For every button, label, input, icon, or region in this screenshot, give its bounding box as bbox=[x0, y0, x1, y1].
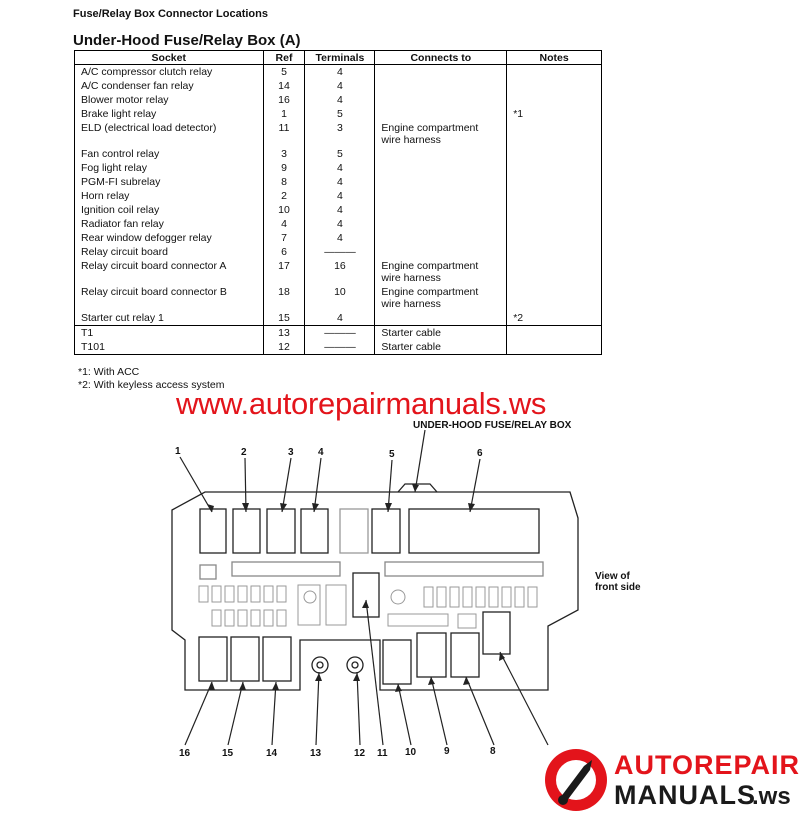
page-title: Fuse/Relay Box Connector Locations bbox=[73, 8, 268, 20]
callout-8: 8 bbox=[490, 746, 496, 757]
terminals-cell: 16 bbox=[305, 259, 375, 285]
relay-14 bbox=[263, 637, 291, 681]
footnote-2: *2: With keyless access system bbox=[78, 379, 225, 391]
socket-cell: A/C condenser fan relay bbox=[75, 79, 264, 93]
column-header: Connects to bbox=[375, 51, 507, 65]
callout-5: 5 bbox=[389, 449, 395, 460]
terminals-cell: 4 bbox=[305, 231, 375, 245]
column-header: Terminals bbox=[305, 51, 375, 65]
socket-cell: Blower motor relay bbox=[75, 93, 264, 107]
footnote-1: *1: With ACC bbox=[78, 366, 140, 378]
terminals-cell: ——— bbox=[305, 340, 375, 355]
socket-cell: Relay circuit board bbox=[75, 245, 264, 259]
ref-cell: 16 bbox=[263, 93, 305, 107]
connects-to-cell: Starter cable bbox=[375, 340, 507, 355]
ref-cell: 11 bbox=[263, 121, 305, 147]
ref-cell: 15 bbox=[263, 311, 305, 326]
ref-cell: 12 bbox=[263, 340, 305, 355]
svg-text:.ws: .ws bbox=[752, 783, 791, 810]
socket-cell: Brake light relay bbox=[75, 107, 264, 121]
terminals-cell: 4 bbox=[305, 217, 375, 231]
relay-2 bbox=[233, 509, 260, 553]
relay-10 bbox=[383, 640, 411, 684]
socket-cell: PGM-FI subrelay bbox=[75, 175, 264, 189]
relay-7 bbox=[483, 612, 510, 654]
socket-cell: T1 bbox=[75, 326, 264, 341]
socket-cell: Radiator fan relay bbox=[75, 217, 264, 231]
relay-5 bbox=[372, 509, 400, 553]
terminal-12 bbox=[347, 657, 363, 673]
relay-9 bbox=[417, 633, 446, 677]
terminals-cell: 4 bbox=[305, 79, 375, 93]
ref-cell: 8 bbox=[263, 175, 305, 189]
ref-cell: 13 bbox=[263, 326, 305, 341]
autorepair-manuals-logo bbox=[540, 740, 800, 815]
connects-to-cell: Engine compartment wire harness bbox=[375, 121, 507, 147]
column-header: Socket bbox=[75, 51, 264, 65]
socket-cell: Relay circuit board connector B bbox=[75, 285, 264, 311]
socket-cell: Fog light relay bbox=[75, 161, 264, 175]
callout-11: 11 bbox=[377, 748, 388, 759]
terminals-cell: 5 bbox=[305, 147, 375, 161]
relay-circuit-board-6 bbox=[409, 509, 539, 553]
callout-4: 4 bbox=[318, 447, 324, 458]
terminals-cell: 3 bbox=[305, 121, 375, 147]
ref-cell: 14 bbox=[263, 79, 305, 93]
callout-10: 10 bbox=[405, 747, 417, 758]
socket-cell: ELD (electrical load detector) bbox=[75, 121, 264, 147]
socket-cell: Fan control relay bbox=[75, 147, 264, 161]
callout-6: 6 bbox=[477, 448, 483, 459]
terminal-13 bbox=[312, 657, 328, 673]
socket-cell: Starter cut relay 1 bbox=[75, 311, 264, 326]
diagram-box-label: UNDER-HOOD FUSE/RELAY BOX bbox=[413, 420, 572, 431]
svg-text:AUTOREPAIR: AUTOREPAIR bbox=[614, 750, 800, 780]
relay-8 bbox=[451, 633, 479, 677]
table-title: Under-Hood Fuse/Relay Box (A) bbox=[73, 32, 301, 49]
relay-4 bbox=[301, 509, 328, 553]
ref-cell: 5 bbox=[263, 65, 305, 80]
relay-16 bbox=[199, 637, 227, 681]
relay-15 bbox=[231, 637, 259, 681]
callout-2: 2 bbox=[241, 447, 247, 458]
connects-to-cell: Starter cable bbox=[375, 326, 507, 341]
ref-cell: 1 bbox=[263, 107, 305, 121]
terminals-cell: 4 bbox=[305, 189, 375, 203]
svg-text:MANUALS: MANUALS bbox=[614, 780, 756, 810]
connects-to-cell: Engine compartment wire harness bbox=[375, 285, 507, 311]
ref-cell: 4 bbox=[263, 217, 305, 231]
callout-13: 13 bbox=[310, 748, 322, 759]
socket-cell: Ignition coil relay bbox=[75, 203, 264, 217]
terminals-cell: 4 bbox=[305, 161, 375, 175]
callout-15: 15 bbox=[222, 748, 234, 759]
callout-1: 1 bbox=[175, 446, 181, 457]
relay-11 bbox=[353, 573, 379, 617]
terminals-cell: 5 bbox=[305, 107, 375, 121]
column-header: Ref bbox=[263, 51, 305, 65]
relay-3 bbox=[267, 509, 295, 553]
ref-cell: 17 bbox=[263, 259, 305, 285]
terminals-cell: ——— bbox=[305, 245, 375, 259]
callout-3: 3 bbox=[288, 447, 294, 458]
ref-cell: 18 bbox=[263, 285, 305, 311]
ref-cell: 9 bbox=[263, 161, 305, 175]
socket-cell: Rear window defogger relay bbox=[75, 231, 264, 245]
connects-to-cell: Engine compartment wire harness bbox=[375, 259, 507, 285]
terminals-cell: 10 bbox=[305, 285, 375, 311]
socket-cell: Relay circuit board connector A bbox=[75, 259, 264, 285]
socket-cell: Horn relay bbox=[75, 189, 264, 203]
view-label: View of bbox=[595, 571, 630, 582]
notes-cell: *1 bbox=[507, 107, 602, 121]
callout-16: 16 bbox=[179, 748, 191, 759]
notes-cell: *2 bbox=[507, 311, 602, 326]
terminals-cell: 4 bbox=[305, 311, 375, 326]
callout-9: 9 bbox=[444, 746, 450, 757]
ref-cell: 10 bbox=[263, 203, 305, 217]
column-header: Notes bbox=[507, 51, 602, 65]
terminals-cell: 4 bbox=[305, 175, 375, 189]
view-label: front side bbox=[595, 582, 641, 593]
socket-cell: A/C compressor clutch relay bbox=[75, 65, 264, 80]
terminals-cell: 4 bbox=[305, 203, 375, 217]
callout-14: 14 bbox=[266, 748, 278, 759]
ref-cell: 6 bbox=[263, 245, 305, 259]
socket-cell: T101 bbox=[75, 340, 264, 355]
relay-1 bbox=[200, 509, 226, 553]
callout-12: 12 bbox=[354, 748, 366, 759]
ref-cell: 3 bbox=[263, 147, 305, 161]
terminals-cell: 4 bbox=[305, 65, 375, 80]
ref-cell: 7 bbox=[263, 231, 305, 245]
terminals-cell: 4 bbox=[305, 93, 375, 107]
ref-cell: 2 bbox=[263, 189, 305, 203]
terminals-cell: ——— bbox=[305, 326, 375, 341]
watermark-url: www.autorepairmanuals.ws bbox=[176, 386, 547, 421]
